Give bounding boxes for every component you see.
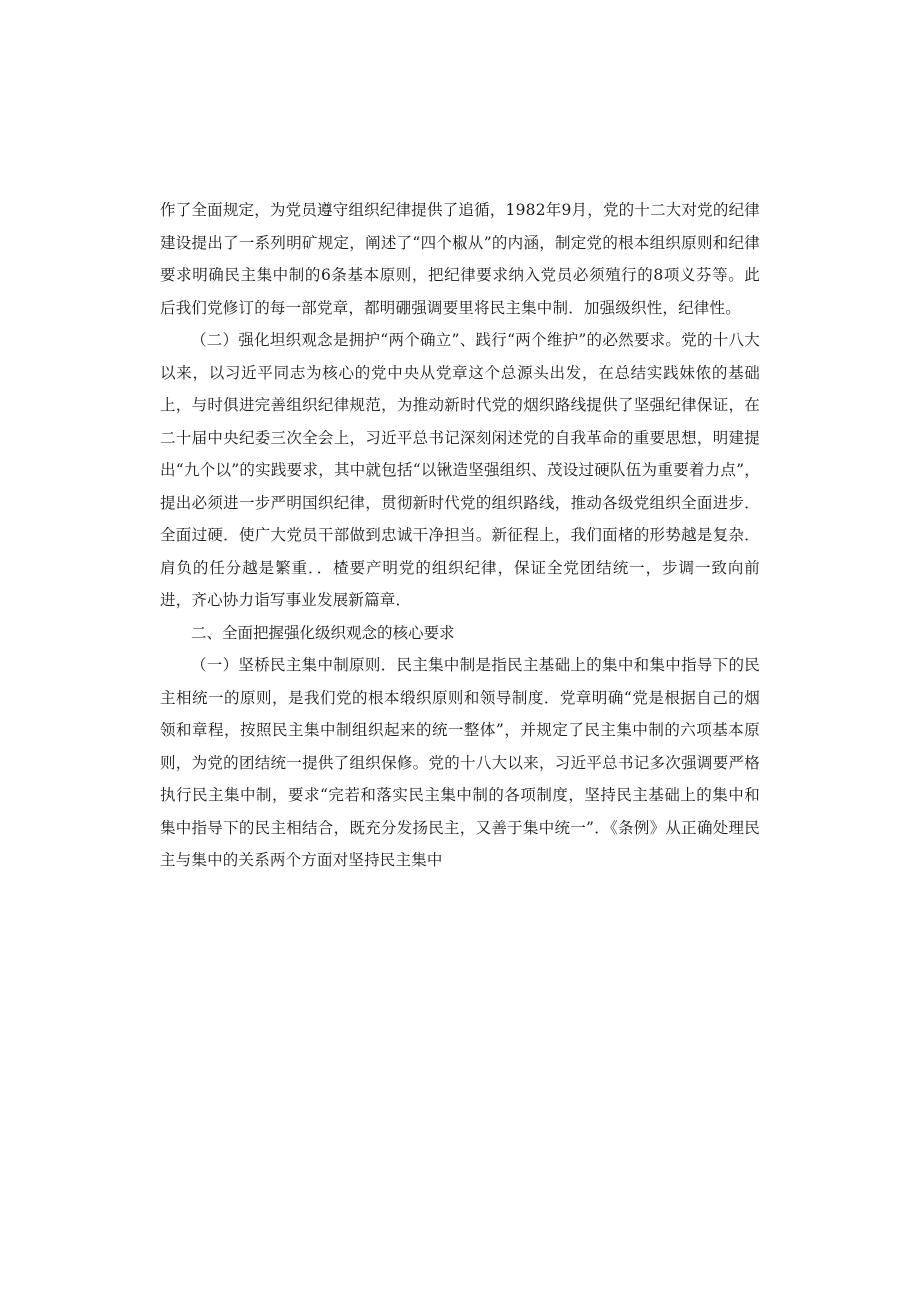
paragraph-2: （二）强化坦织观念是拥护“两个确立”、践行“两个维护”的必然要求。党的十八大以来，以习近平同志为核心的党中央从党章这个总源头出发，在总结实践妹侬的基础上，与时俱进完善组织纪律规范，为推动新时代党的烟织路线提供了坚强纪律保证，在二十届中央纪委三次全会上，习近平总书记深刻闲述党的自我革命的重要思想，明建提出“九个以”的实践要求，其中就包括“以锹造坚强组织、茂设过硬队伍为重要着力点”，提出必须进一步严明国织纪律，贯彻新时代党的组织路线，推动各级党组织全面进步．全面过硬．使广大党员干部做到忠诚干净担当。新征程上，我们面楮的形势越是复杂．肩负的任分越是繁重．．楂要产明党的组织纪律，保证全党团结统一，步调一致向前进，齐心协力诣写事业发展新篇章． — [160, 331, 760, 609]
paragraph-3: （一）坚桥民主集中制原则．民主集中制是指民主基础上的集中和集中指导下的民主相统一的原则，是我们党的根本缎织原则和领导制度．党章明确“党是根据自己的烟领和章程，按照民主集中制组织起来的统一整体”，并规定了民主集中制的六项基本原则，为党的团结统一提供了组织保修。党的十八大以来，习近平总书记多次强调要严格执行民主集中制，要求“完若和落实民主集中制的各项制度，坚持民主基础上的集中和集中指导下的民主相结合，既充分发扬民主，又善于集中统一”．《条例》从正确处理民主与集中的关系两个方面对坚持民主集中 — [160, 656, 760, 869]
paragraph-1: 作了全面规定，为党员遵守组织纪律提供了追循，1982年9月，党的十二大对党的纪律建设提出了一系列明矿规定，阐述了“四个椒从”的内涵，制定党的根本组织原则和纪律要求明确民主集中制的6条基本原则，把纪律要求纳入党员必须殖行的8项义芬等。此后我们党修订的每一部党章，都明硼强调要里将民主集中制．加强级织性，纪律性。 — [160, 201, 760, 317]
document-page — [160, 194, 760, 877]
section-heading: 二、全面把握强化级织观念的核心要求 — [191, 623, 455, 642]
